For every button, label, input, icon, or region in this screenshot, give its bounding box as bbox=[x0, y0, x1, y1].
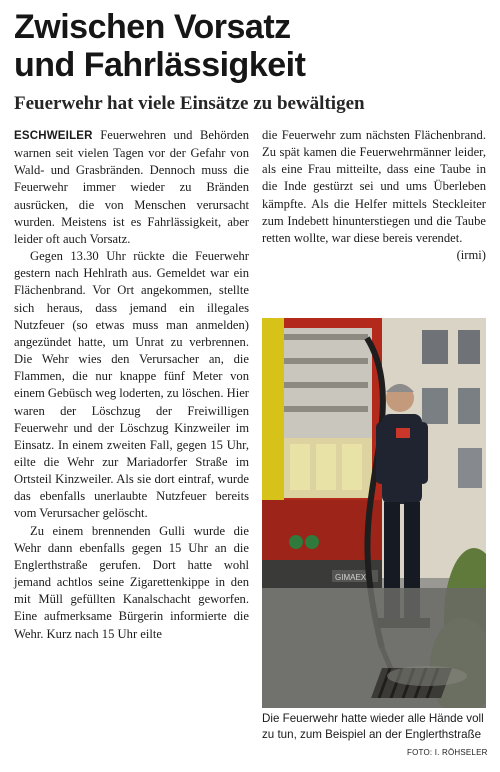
photo-caption: Die Feuerwehr hatte wieder alle Hände voll zu tun, zum Beispiel an der Englerthstraße bbox=[262, 712, 484, 741]
body-paragraph-3-continued-text: die Feuerwehr zum nächsten Flächenbrand. Zu spät kamen die Feuerwehrmänner leider, als eine Frau mitteilte, dass eine Taube in die Inde gestürzt sei und ums Überleben kämpfte. Als die Helfer mittels Steckleiter zum Indebett hinunterstiegen und die Taube retten wollte, war diese bereis verendet. bbox=[262, 128, 486, 245]
body-paragraph-2: Gegen 13.30 Uhr rückte die Feuerwehr gestern nach Hehlrath aus. Gemeldet war ein Flächenbrand. Vor Ort angekommen, stellte sich heraus, dass jemand ein illegales Nutzfeuer (so etwas muss man anmelden) angezündet hatte, um Unrat zu verbrennen. Die Wehr wies den Verursacher an, die Flammen, die nur knappe fünf Meter von einem Gebüsch weg loderten, zu löschen. Hier waren der Löschzug der Freiwilligen Feuerwehr und der Löschzug Kinzweiler im Einsatz. In einem zweiten Fall, gegen 15 Uhr, eilte die Wehr zur Mariadorfer Straße im Ortsteil Kinzweiler. Als sie dort eintraf, wurde das ebenfalls unerlaubte Nutzfeuer bereits vom Verursacher gelöscht. bbox=[14, 249, 250, 521]
author-signature: (irmi) bbox=[456, 248, 486, 263]
truck-brand-label: GIMAEX bbox=[335, 573, 367, 582]
lead-paragraph bbox=[14, 127, 249, 248]
article-column-right bbox=[262, 127, 486, 264]
dateline: ESCHWEILER bbox=[14, 130, 93, 142]
headline-line-1: Zwischen Vorsatz bbox=[14, 8, 291, 46]
article-photo bbox=[262, 318, 486, 708]
firefighter-photo bbox=[262, 318, 486, 708]
body-paragraph-3-continued bbox=[262, 127, 486, 264]
body-paragraph-3: Zu einem brennenden Gulli wurde die Wehr dann ebenfalls gegen 15 Uhr an die Englerthstraße gerufen. Dort hatte wohl jemand achtlos seine Zigarettenkippe in den mit Müll gefüllten Kanalschacht geworfen. Eine aufmerksame Bürgerin informierte die Wehr. Kurz nach 15 Uhr eilte bbox=[14, 523, 249, 641]
article-subheadline: Feuerwehr hat viele Einsätze zu bewältigen bbox=[14, 93, 365, 114]
article-column-left bbox=[14, 127, 249, 643]
photo-credit: FOTO: I. RÖHSELER bbox=[407, 748, 488, 757]
lead-text: Feuerwehren und Behörden warnen seit vielen Tagen vor der Gefahr von Wald- und Grasbränden. Dennoch muss die Feuerwehr immer wieder zu Bränden ausrücken, die von Menschen verursacht wurden. Meistens ist es Fahrlässigkeit, aber leider oft auch Vorsatz. bbox=[14, 128, 249, 246]
article-headline bbox=[14, 8, 494, 84]
headline-line-2: und Fahrlässigkeit bbox=[14, 46, 306, 84]
